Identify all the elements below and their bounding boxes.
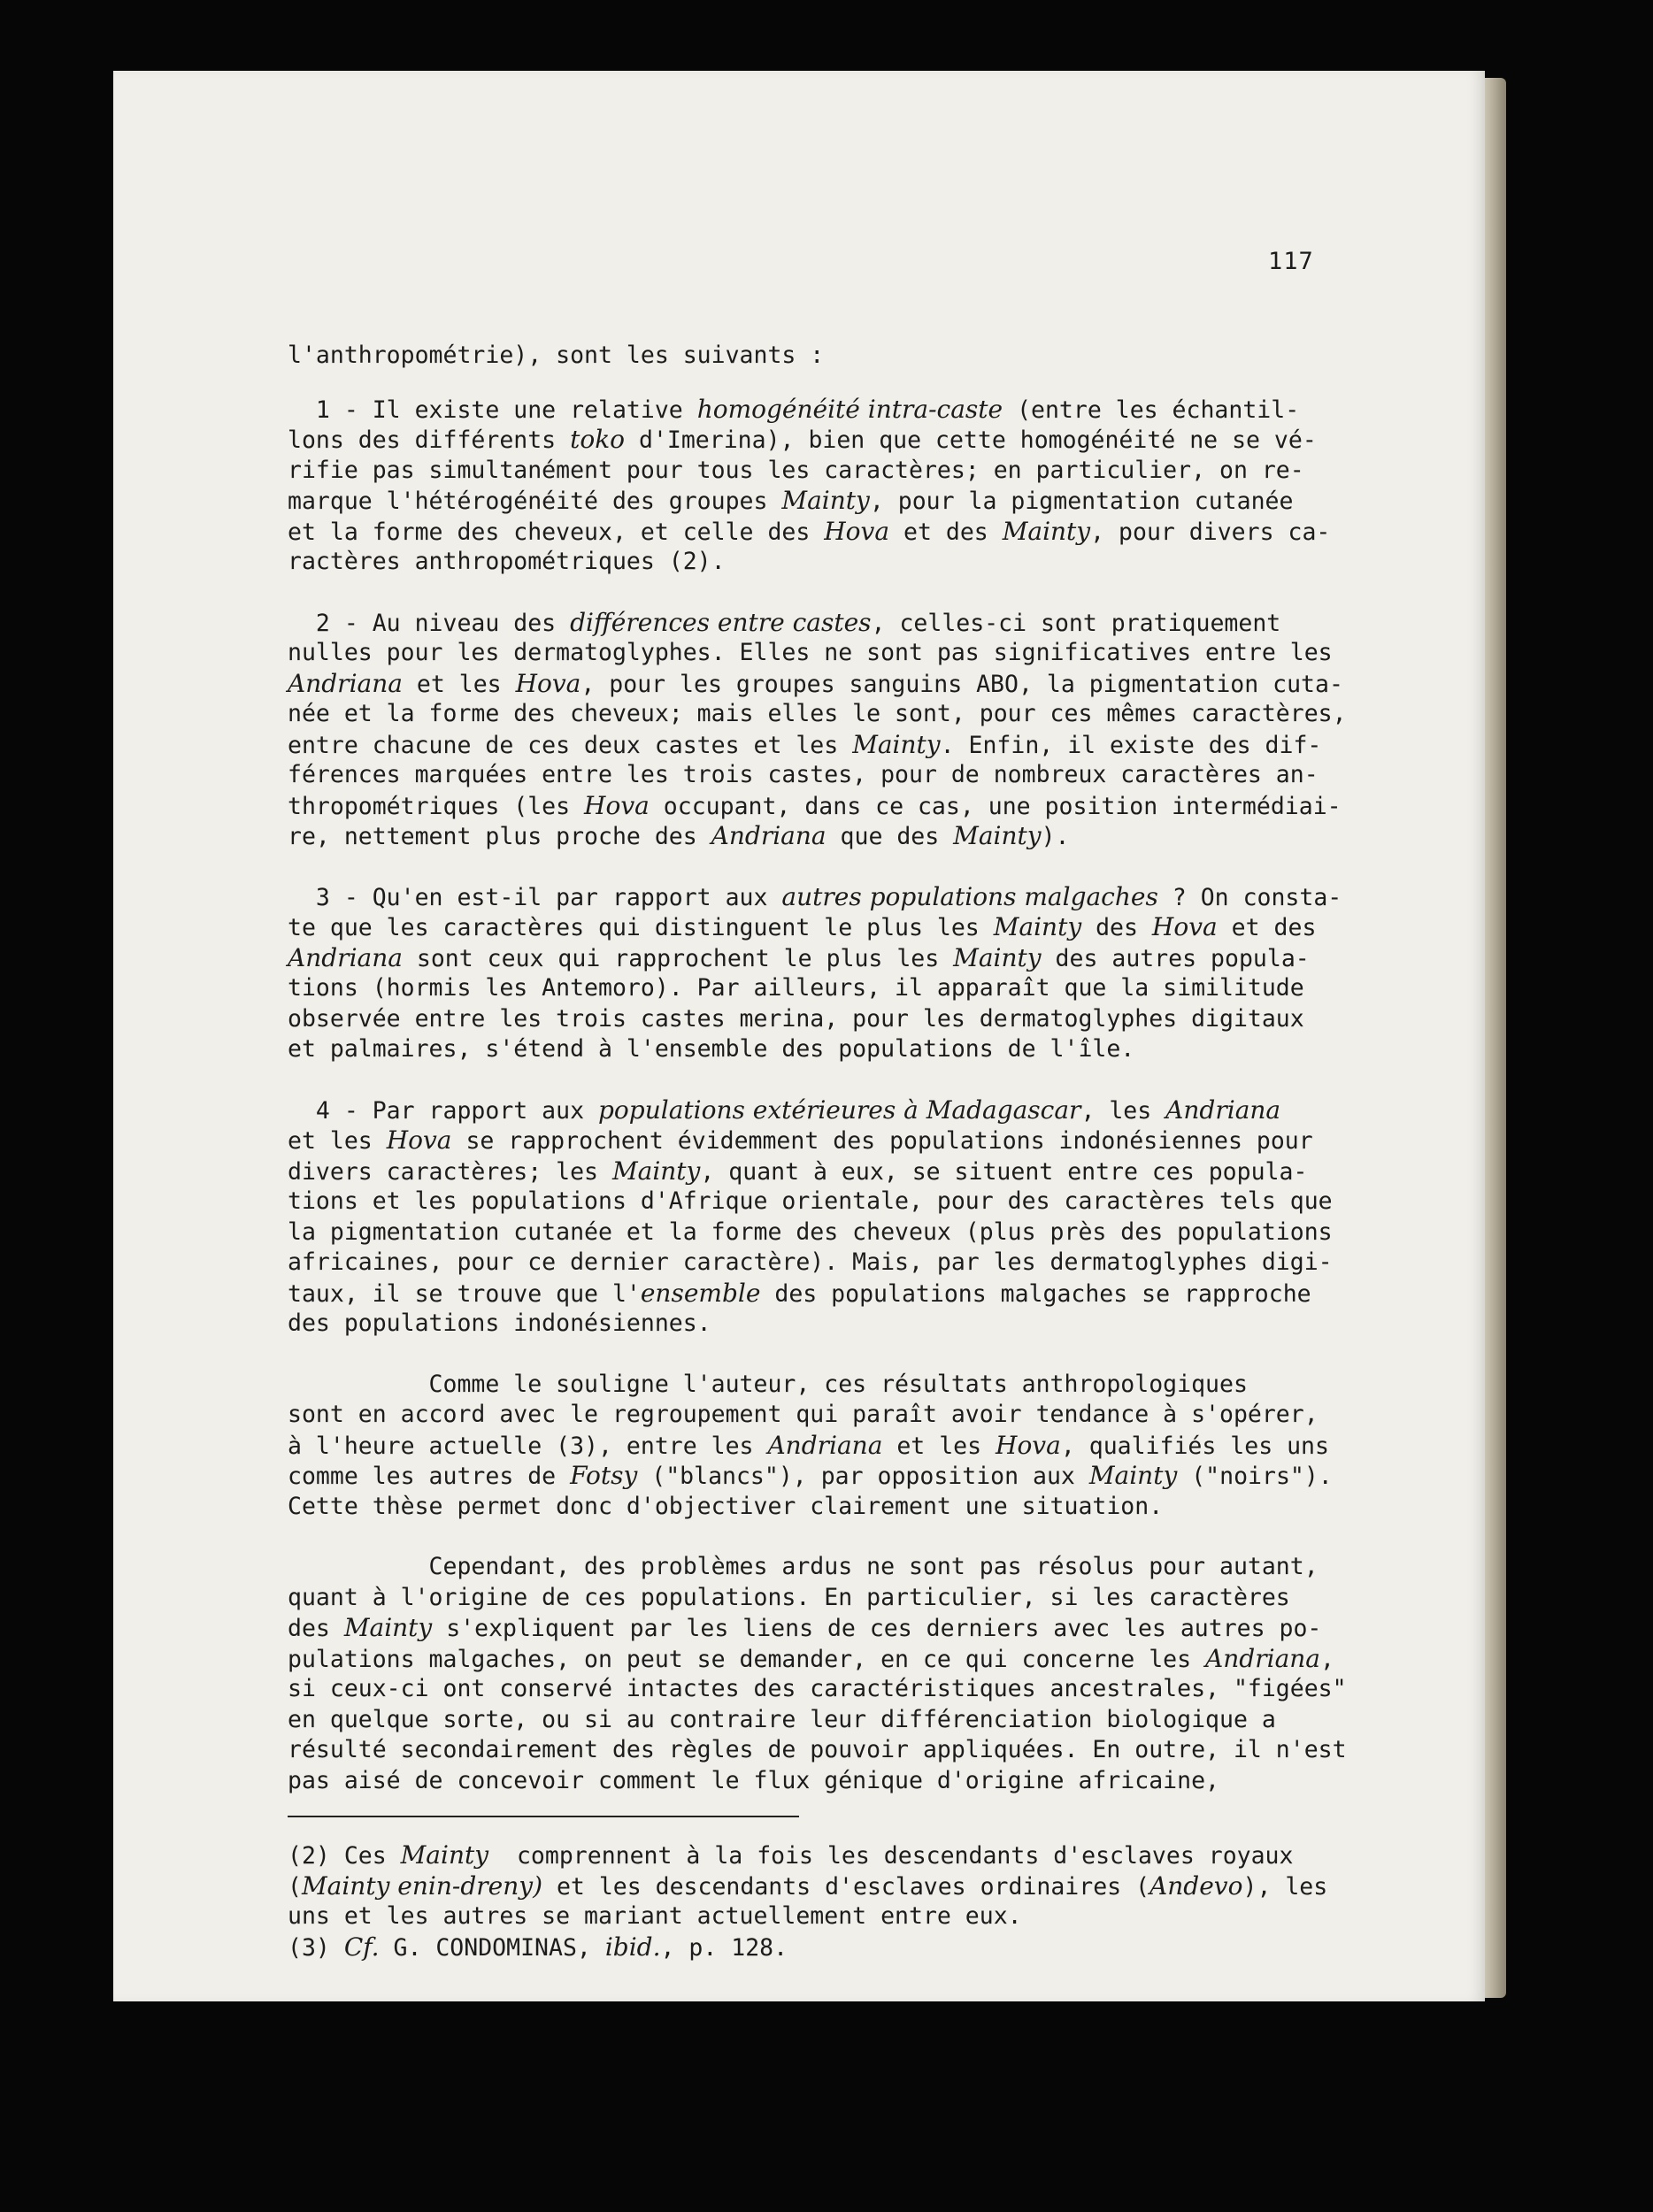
text-line: [288, 1248, 1333, 1279]
text-run: des populations indonésiennes.: [288, 1310, 711, 1337]
text-run: , quant à eux, se situent entre ces popula-: [700, 1157, 1308, 1186]
italic-term: Mainty: [953, 942, 1042, 972]
text-run: que des: [826, 823, 954, 850]
paragraph-p1: [288, 394, 1331, 578]
italic-term: autres populations malgaches: [781, 881, 1158, 911]
italic-term: ensemble: [640, 1278, 761, 1308]
text-line: [288, 1766, 1314, 1797]
italic-term: Andriana: [288, 942, 403, 972]
text-run: occupant, dans ce cas, une position intermédiai-: [649, 792, 1342, 820]
text-run: uns et les autres se mariant actuellement entre eux.: [288, 1902, 1022, 1930]
text-run: des autres popula-: [1041, 944, 1310, 972]
text-line: [288, 1492, 1314, 1523]
text-run: à l'heure actuelle (3), entre les: [288, 1432, 768, 1460]
text-line: [288, 881, 1342, 913]
paragraph-fn2: [288, 1840, 1341, 1932]
text-run: thropométriques (les: [288, 792, 585, 820]
text-run: et la forme des cheveux, et celle des: [288, 518, 825, 546]
text-line: [288, 699, 1347, 730]
text-run: lons des différents: [288, 426, 571, 454]
text-run: 2 - Au niveau des: [288, 609, 571, 637]
text-line: [288, 760, 1319, 791]
italic-term: Mainty: [1002, 516, 1091, 546]
text-line: [288, 1400, 1319, 1431]
italic-term: Hova: [386, 1125, 452, 1155]
italic-term: Mainty: [1088, 1461, 1178, 1490]
italic-term: Hova: [515, 668, 581, 698]
text-run: des populations malgaches se rapproche: [760, 1279, 1311, 1308]
text-run: 4 - Par rapport aux: [288, 1096, 598, 1125]
text-run: te que les caractères qui distinguent le plus les: [288, 914, 994, 941]
text-run: l'anthropométrie), sont les suivants :: [288, 342, 825, 369]
text-run: entre chacune de ces deux castes et les: [288, 731, 853, 759]
text-run: ? On consta-: [1157, 883, 1342, 911]
text-line: [288, 1125, 1314, 1156]
italic-term: Andevo: [1149, 1870, 1243, 1901]
text-run: ,: [1319, 1645, 1334, 1673]
italic-term: Andriana: [711, 821, 826, 850]
text-run: sont en accord avec le regroupement qui paraît avoir tendance à s'opérer,: [288, 1401, 1319, 1428]
text-line: [288, 1840, 1341, 1871]
italic-term: Mainty: [611, 1156, 701, 1186]
text-run: la pigmentation cutanée et la forme des cheveux (plus près des populations: [288, 1217, 1333, 1246]
italic-term: populations extérieures à Madagascar: [598, 1094, 1081, 1125]
italic-term: Andriana: [1165, 1094, 1281, 1125]
italic-term: différences entre castes: [570, 607, 872, 637]
paragraph-gap: [288, 372, 1314, 395]
italic-term: Mainty enin-dreny): [301, 1870, 542, 1901]
text-run: des: [1081, 914, 1152, 941]
page-number: 117: [1268, 248, 1314, 275]
text-run: 1 - Il existe une relative: [288, 396, 697, 424]
paragraph-gap: [288, 1340, 1314, 1370]
text-run: , pour les groupes sanguins ABO, la pigmentation cuta-: [580, 670, 1343, 698]
text-line: [288, 1674, 1347, 1705]
italic-term: Andriana: [1205, 1643, 1320, 1673]
text-run: et les: [288, 1127, 387, 1155]
text-run: comprennent à la fois les descendants d'esclaves royaux: [488, 1842, 1294, 1870]
italic-term: Hova: [824, 516, 890, 546]
text-line: [288, 1552, 1319, 1583]
text-run: et des: [1217, 914, 1317, 941]
text-line: [288, 1370, 1314, 1401]
text-run: rifie pas simultanément pour tous les caractères; en particulier, on re-: [288, 456, 1304, 484]
text-run: et palmaires, s'étend à l'ensemble des populations de l'île.: [288, 1035, 1135, 1063]
text-run: d'Imerina), bien que cette homogénéité ne se vé-: [625, 426, 1317, 454]
italic-term: Mainty: [343, 1613, 433, 1642]
text-run: nulles pour les dermatoglyphes. Elles ne sont pas significatives entre les: [288, 639, 1333, 666]
text-line: [288, 1461, 1333, 1492]
body-text: [288, 341, 1347, 1796]
text-run: , qualifiés les uns: [1060, 1432, 1329, 1460]
text-line: [288, 456, 1314, 487]
paragraph-p2: [288, 607, 1347, 852]
text-line: [288, 1095, 1314, 1126]
text-run: née et la forme des cheveux; mais elles le sont, pour ces mêmes caractères,: [288, 700, 1347, 727]
text-line: [288, 638, 1333, 669]
italic-term: Andriana: [288, 668, 403, 698]
italic-term: Hova: [584, 790, 650, 820]
text-run: quant à l'origine de ces populations. En particulier, si les caractères: [288, 1583, 1290, 1611]
italic-term: Andriana: [767, 1430, 883, 1460]
paragraph-p6: [288, 1552, 1347, 1796]
text-run: ractères anthropométriques (2).: [288, 548, 726, 575]
italic-term: Mainty: [852, 729, 941, 759]
text-line: [288, 1613, 1322, 1644]
text-line: [288, 1932, 1341, 1963]
text-line: [288, 1217, 1333, 1248]
text-line: [288, 790, 1342, 822]
paragraph-p4: [288, 1094, 1333, 1340]
text-run: ).: [1041, 823, 1070, 850]
text-run: Cette thèse permet donc d'objectiver clairement une situation.: [288, 1492, 1164, 1520]
text-run: Comme le souligne l'auteur, ces résultats anthropologiques: [288, 1370, 1248, 1398]
text-run: divers caractères; les: [288, 1157, 612, 1186]
text-run: pulations malgaches, on peut se demander, en ce qui concerne les: [288, 1645, 1206, 1673]
text-line: [288, 821, 1314, 852]
text-line: [288, 486, 1314, 517]
document-page: [113, 71, 1485, 2001]
paragraph-intro: [288, 341, 1314, 372]
text-run: si ceux-ci ont conservé intactes des caractéristiques ancestrales, "figées": [288, 1675, 1347, 1702]
italic-term: Fotsy: [570, 1461, 638, 1490]
text-run: africaines, pour ce dernier caractère). Mais, par les dermatoglyphes digi-: [288, 1248, 1333, 1276]
italic-term: homogénéité intra-caste: [696, 394, 1003, 424]
text-run: férences marquées entre les trois castes, pour de nombreux caractères an-: [288, 761, 1319, 788]
italic-term: Hova: [1151, 912, 1218, 941]
text-line: [288, 425, 1317, 456]
italic-term: Mainty: [993, 912, 1082, 941]
text-line: [288, 912, 1317, 943]
paragraph-gap: [288, 852, 1314, 882]
paragraph-p5: [288, 1370, 1333, 1523]
italic-term: Hova: [996, 1430, 1061, 1460]
text-line: [288, 395, 1314, 426]
text-run: s'expliquent par les liens de ces derniers avec les autres po-: [432, 1615, 1322, 1642]
italic-term: ibid.: [604, 1932, 661, 1962]
text-run: et les: [402, 670, 516, 698]
text-line: [288, 1871, 1341, 1902]
paragraph-fn3: [288, 1932, 1341, 1963]
footnote-separator: [288, 1816, 799, 1817]
text-line: [288, 1705, 1314, 1736]
text-run: (entre les échantil-: [1003, 396, 1300, 424]
text-run: ("noirs").: [1177, 1463, 1333, 1490]
text-run: marque l'hétérogénéité des groupes: [288, 488, 782, 515]
text-run: et des: [889, 518, 1003, 546]
text-run: ), les: [1242, 1872, 1328, 1901]
text-run: G. CONDOMINAS,: [379, 1933, 605, 1962]
italic-term: Mainty: [953, 821, 1042, 850]
text-run: et les: [882, 1432, 996, 1460]
text-run: comme les autres de: [288, 1463, 571, 1490]
text-line: [288, 1279, 1314, 1310]
text-line: [288, 729, 1322, 761]
text-run: observée entre les trois castes merina, pour les dermatoglyphes digitaux: [288, 1004, 1304, 1033]
text-run: pas aisé de concevoir comment le flux génique d'origine africaine,: [288, 1766, 1219, 1794]
footnotes: [288, 1840, 1341, 1962]
text-line: [288, 1735, 1347, 1766]
paragraph-gap: [288, 1522, 1314, 1552]
text-line: [288, 973, 1314, 1004]
text-line: [288, 1643, 1334, 1675]
text-line: [288, 668, 1343, 700]
italic-term: Cf.: [343, 1932, 380, 1962]
text-run: (2) Ces: [288, 1842, 401, 1870]
text-line: [288, 516, 1331, 548]
paragraph-p3: [288, 881, 1342, 1065]
text-run: ("blancs"), par opposition aux: [637, 1463, 1089, 1490]
text-run: Cependant, des problèmes ardus ne sont pas résolus pour autant,: [288, 1553, 1319, 1580]
text-run: se rapprochent évidemment des populations indonésiennes pour: [451, 1127, 1313, 1155]
text-run: (: [288, 1872, 302, 1901]
text-run: taux, il se trouve que l': [288, 1279, 641, 1308]
text-line: [288, 943, 1314, 974]
text-run: tions (hormis les Antemoro). Par ailleurs, il apparaît que la similitude: [288, 974, 1304, 1002]
text-run: . Enfin, il existe des dif-: [940, 731, 1322, 759]
text-run: , les: [1080, 1096, 1166, 1125]
italic-term: Mainty: [781, 486, 870, 515]
text-line: [288, 1430, 1329, 1462]
text-line: [288, 1583, 1314, 1614]
text-run: , p. 128.: [660, 1933, 788, 1962]
text-line: [288, 1309, 1314, 1340]
text-run: en quelque sorte, ou si au contraire leur différenciation biologique a: [288, 1705, 1276, 1733]
text-run: (3): [288, 1933, 344, 1962]
text-run: 3 - Qu'en est-il par rapport aux: [288, 883, 782, 911]
text-run: résulté secondairement des règles de pouvoir appliquées. En outre, il n'est: [288, 1736, 1347, 1763]
text-line: [288, 1156, 1314, 1187]
paragraph-gap: [288, 1065, 1314, 1095]
text-line: [288, 1034, 1314, 1065]
text-run: , pour divers ca-: [1090, 518, 1331, 546]
text-line: [288, 547, 1314, 578]
text-line: [288, 1901, 1341, 1932]
text-line: [288, 1187, 1333, 1217]
text-run: sont ceux qui rapprochent le plus les: [402, 944, 954, 972]
text-run: , celles-ci sont pratiquement: [871, 609, 1281, 637]
italic-term: toko: [570, 425, 626, 454]
text-run: et les descendants d'esclaves ordinaires (: [542, 1872, 1150, 1901]
text-line: [288, 1004, 1314, 1035]
text-run: re, nettement plus proche des: [288, 823, 711, 850]
text-run: des: [288, 1615, 344, 1642]
text-run: , pour la pigmentation cutanée: [869, 488, 1294, 515]
text-line: [288, 341, 1314, 372]
text-run: tions et les populations d'Afrique orientale, pour des caractères tels que: [288, 1187, 1333, 1215]
italic-term: Mainty: [400, 1840, 489, 1870]
paragraph-gap: [288, 578, 1314, 608]
text-line: [288, 608, 1314, 639]
